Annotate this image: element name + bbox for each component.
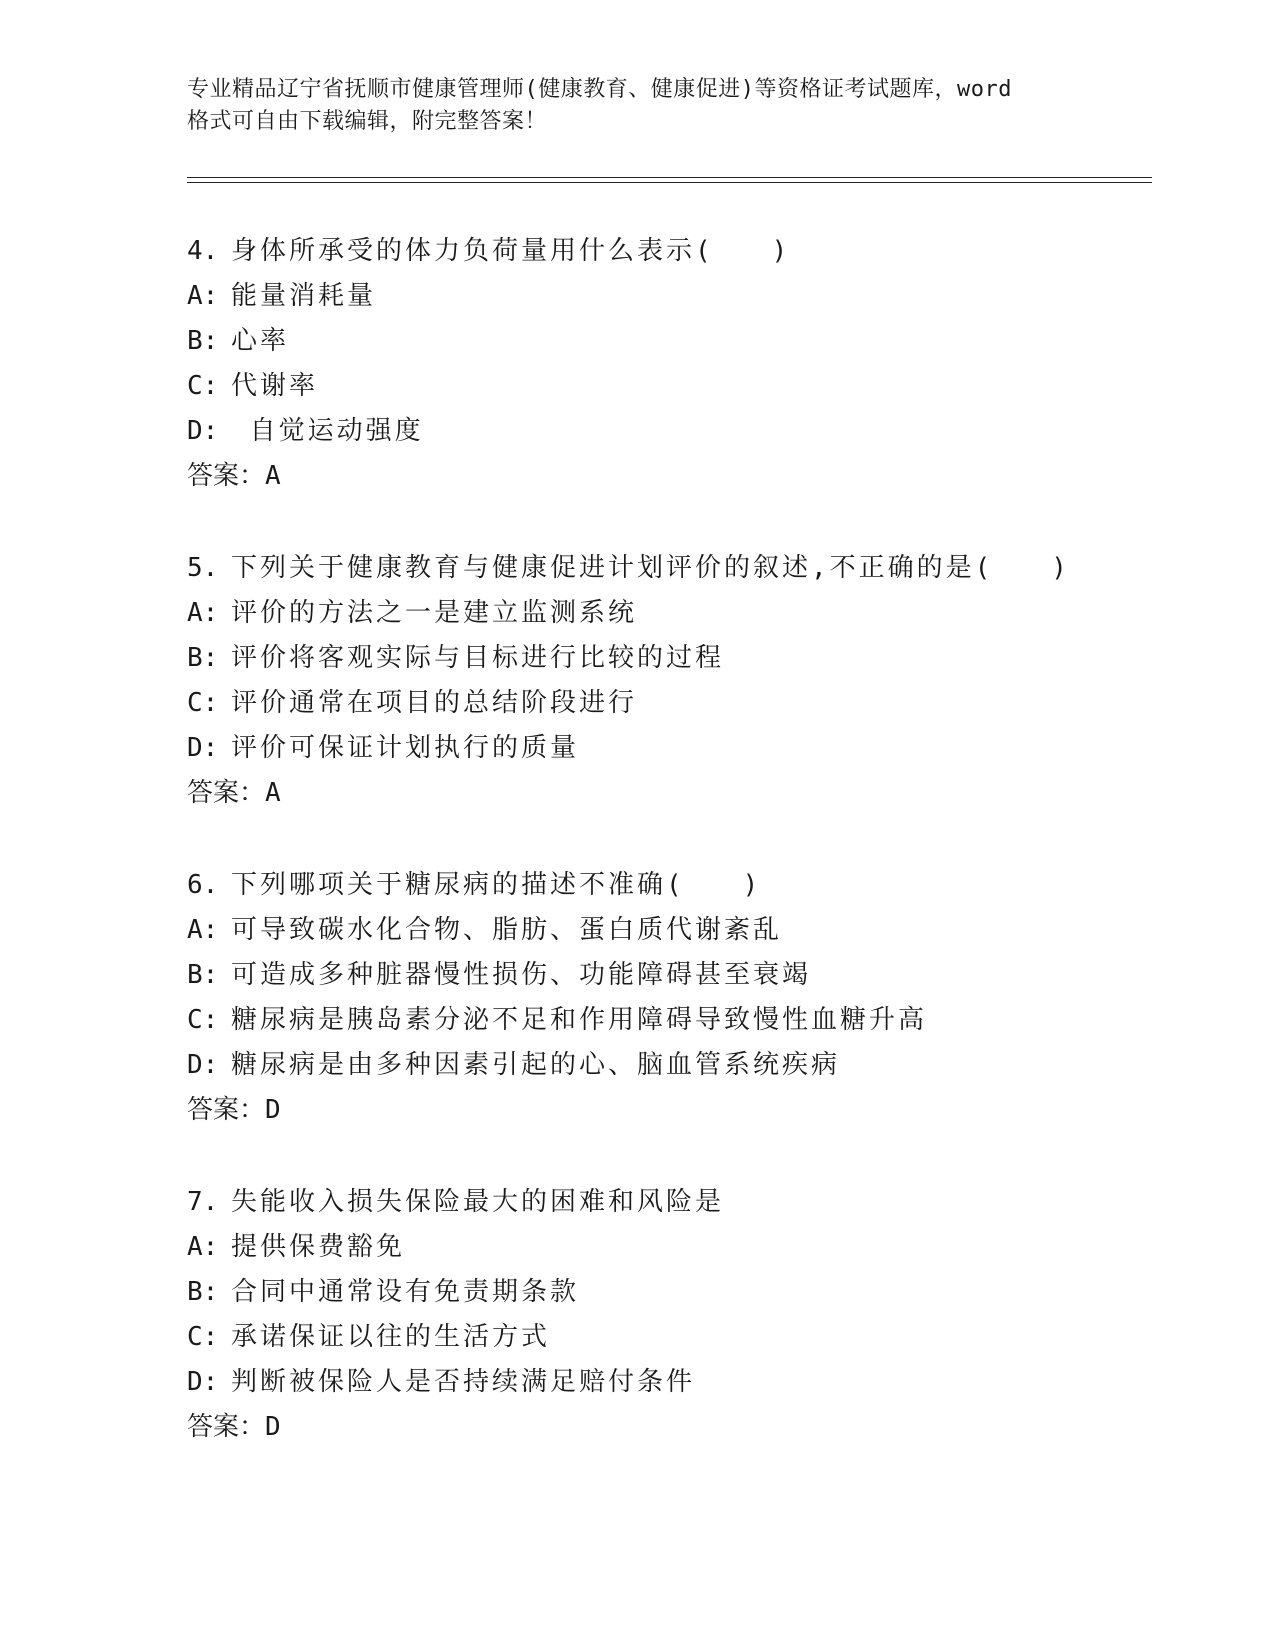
option-letter: B: [187, 326, 219, 356]
option-letter: D: [187, 1050, 219, 1080]
option-text: 心率 [231, 326, 290, 356]
document-header [187, 74, 1087, 138]
option-text: 判断被保险人是否持续满足赔付条件 [231, 1367, 696, 1397]
option-letter: B: [187, 643, 219, 673]
answer-label: 答案： [187, 1412, 266, 1442]
option-c [187, 998, 1147, 1043]
option-text: 承诺保证以往的生活方式 [231, 1322, 551, 1352]
option-letter: A: [187, 915, 219, 945]
header-divider-bottom [187, 182, 1152, 183]
option-text: 评价通常在项目的总结阶段进行 [231, 688, 638, 718]
question-stem [187, 863, 1147, 908]
option-text: 自觉运动强度 [231, 416, 424, 446]
option-text: 合同中通常设有免责期条款 [231, 1277, 580, 1307]
question-text: 下列关于健康教育与健康促进计划评价的叙述,不正确的是( ) [231, 553, 1070, 583]
option-c [187, 1315, 1147, 1360]
option-text: 评价的方法之一是建立监测系统 [231, 598, 638, 628]
option-text: 评价将客观实际与目标进行比较的过程 [231, 643, 725, 673]
question-text: 下列哪项关于糖尿病的描述不准确( ) [231, 870, 762, 900]
question-7 [187, 1180, 1147, 1450]
header-line-2: 格式可自由下载编辑，附完整答案！ [187, 109, 548, 134]
answer-line [187, 1405, 1147, 1450]
option-d [187, 409, 1147, 454]
question-5 [187, 546, 1147, 816]
question-6 [187, 863, 1147, 1133]
answer-line [187, 454, 1147, 499]
answer-value: D [265, 1412, 281, 1442]
option-letter: C: [187, 1005, 219, 1035]
question-number: 4. [187, 236, 219, 266]
question-stem [187, 229, 1147, 274]
answer-line [187, 1088, 1147, 1133]
option-letter: C: [187, 1322, 219, 1352]
option-b [187, 319, 1147, 364]
question-text: 身体所承受的体力负荷量用什么表示( ) [231, 236, 791, 266]
option-d [187, 1360, 1147, 1405]
option-d [187, 1043, 1147, 1088]
option-c [187, 364, 1147, 409]
option-a [187, 908, 1147, 953]
option-letter: D: [187, 1367, 219, 1397]
answer-line [187, 771, 1147, 816]
option-a [187, 274, 1147, 319]
option-c [187, 681, 1147, 726]
header-divider-top [187, 177, 1152, 178]
option-b [187, 1270, 1147, 1315]
answer-value: A [265, 778, 281, 808]
option-letter: C: [187, 688, 219, 718]
question-number: 6. [187, 870, 219, 900]
option-a [187, 591, 1147, 636]
option-text: 评价可保证计划执行的质量 [231, 733, 580, 763]
option-a [187, 1225, 1147, 1270]
option-text: 糖尿病是胰岛素分泌不足和作用障碍导致慢性血糖升高 [231, 1005, 928, 1035]
answer-value: A [265, 461, 281, 491]
option-b [187, 953, 1147, 998]
question-number: 7. [187, 1187, 219, 1217]
answer-value: D [265, 1095, 281, 1125]
option-letter: A: [187, 598, 219, 628]
question-number: 5. [187, 553, 219, 583]
option-text: 糖尿病是由多种因素引起的心、脑血管系统疾病 [231, 1050, 841, 1080]
answer-label: 答案： [187, 461, 266, 491]
answer-label: 答案： [187, 778, 266, 808]
option-letter: A: [187, 1232, 219, 1262]
option-text: 可导致碳水化合物、脂肪、蛋白质代谢紊乱 [231, 915, 783, 945]
answer-label: 答案： [187, 1095, 266, 1125]
option-text: 可造成多种脏器慢性损伤、功能障碍甚至衰竭 [231, 960, 812, 990]
option-letter: D: [187, 416, 219, 446]
question-4 [187, 229, 1147, 499]
option-letter: B: [187, 1277, 219, 1307]
option-text: 能量消耗量 [231, 281, 377, 311]
option-d [187, 726, 1147, 771]
question-stem [187, 546, 1147, 591]
question-text: 失能收入损失保险最大的困难和风险是 [231, 1187, 725, 1217]
option-letter: A: [187, 281, 219, 311]
option-text: 代谢率 [231, 371, 319, 401]
option-b [187, 636, 1147, 681]
option-letter: C: [187, 371, 219, 401]
header-line-1: 专业精品辽宁省抚顺市健康管理师(健康教育、健康促进)等资格证考试题库，word [187, 77, 1012, 102]
question-stem [187, 1180, 1147, 1225]
option-letter: D: [187, 733, 219, 763]
option-letter: B: [187, 960, 219, 990]
option-text: 提供保费豁免 [231, 1232, 406, 1262]
